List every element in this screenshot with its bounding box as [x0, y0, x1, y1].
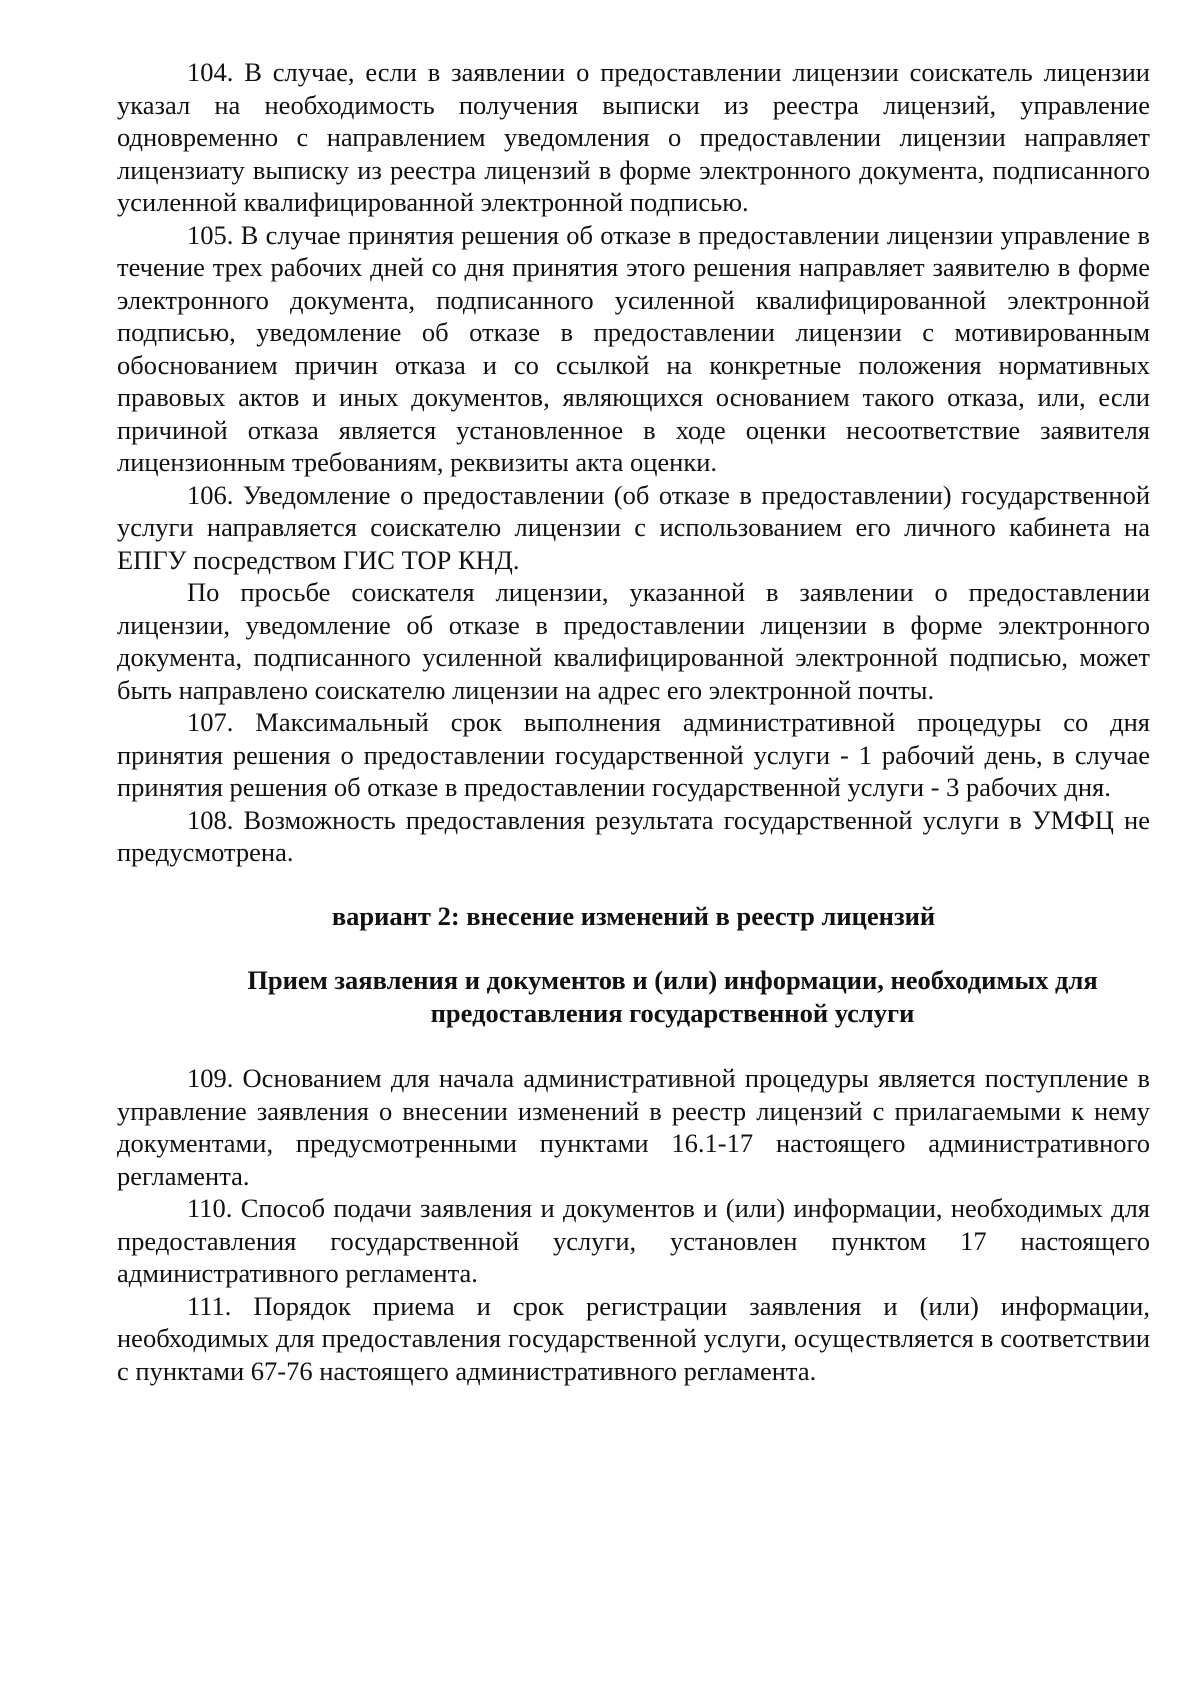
paragraph-106-request: По просьбе соискателя лицензии, указанной в заявлении о предоставлении лицензии, уведомление об отказе в предоставлении лицензии в форме электронного документа, подписанного усиленной квалифицированной электронной подписью, может быть направлено соискателю лицензии на адрес его электронной почты. — [117, 577, 1150, 705]
paragraph-104: 104. В случае, если в заявлении о предоставлении лицензии соискатель лицензии указал на необходимость получения выписки из реестра лицензий, управление одновременно с направлением уведомления о предоставлении лицензии направляет лицензиату выписку из реестра лицензий в форме электронного документа, подписанного усиленной квалифицированной электронной подписью. — [117, 57, 1150, 217]
paragraph-107: 107. Максимальный срок выполнения административной процедуры со дня принятия решения о предоставлении государственной услуги - 1 рабочий день, в случае принятия решения об отказе в предоставлении государственной услуги - 3 рабочих дня. — [117, 707, 1150, 802]
paragraph-108: 108. Возможность предоставления результата государственной услуги в УМФЦ не предусмотрена. — [117, 804, 1150, 867]
paragraph-105: 105. В случае принятия решения об отказе в предоставлении лицензии управление в течение трех рабочих дней со дня принятия этого решения направляет заявителю в форме электронного документа, подписанного усиленной квалифицированной электронной подписью, уведомление об отказе в предоставлении лицензии с мотивированным обоснованием причин отказа и со ссылкой на конкретные положения нормативных правовых актов и иных документов, являющихся основанием такого отказа, или, если причиной отказа является установленное в ходе оценки несоответствие заявителя лицензионным требованиям, реквизиты акта оценки. — [117, 219, 1150, 477]
paragraph-109: 109. Основанием для начала административной процедуры является поступление в управление заявления о внесении изменений в реестр лицензий с прилагаемыми к нему документами, предусмотренными пунктами 16.1-17 настоящего административного регламента. — [117, 1063, 1150, 1191]
document-page — [117, 56, 1150, 1387]
variant-heading: вариант 2: внесение изменений в реестр лицензий — [331, 900, 936, 931]
section-heading: Прием заявления и документов и (или) информации, необходимых для предоставления государственной услуги — [247, 965, 1098, 1028]
paragraph-106: 106. Уведомление о предоставлении (об отказе в предоставлении) государственной услуги направляется соискателю лицензии с использованием его личного кабинета на ЕПГУ посредством ГИС ТОР КНД. — [117, 479, 1150, 575]
paragraph-111: 111. Порядок приема и срок регистрации заявления и (или) информации, необходимых для предоставления государственной услуги, осуществляется в соответствии с пунктами 67-76 настоящего административного регламента. — [117, 1290, 1150, 1386]
paragraph-110: 110. Способ подачи заявления и документов и (или) информации, необходимых для предоставления государственной услуги, установлен пунктом 17 настоящего административного регламента. — [117, 1193, 1150, 1288]
